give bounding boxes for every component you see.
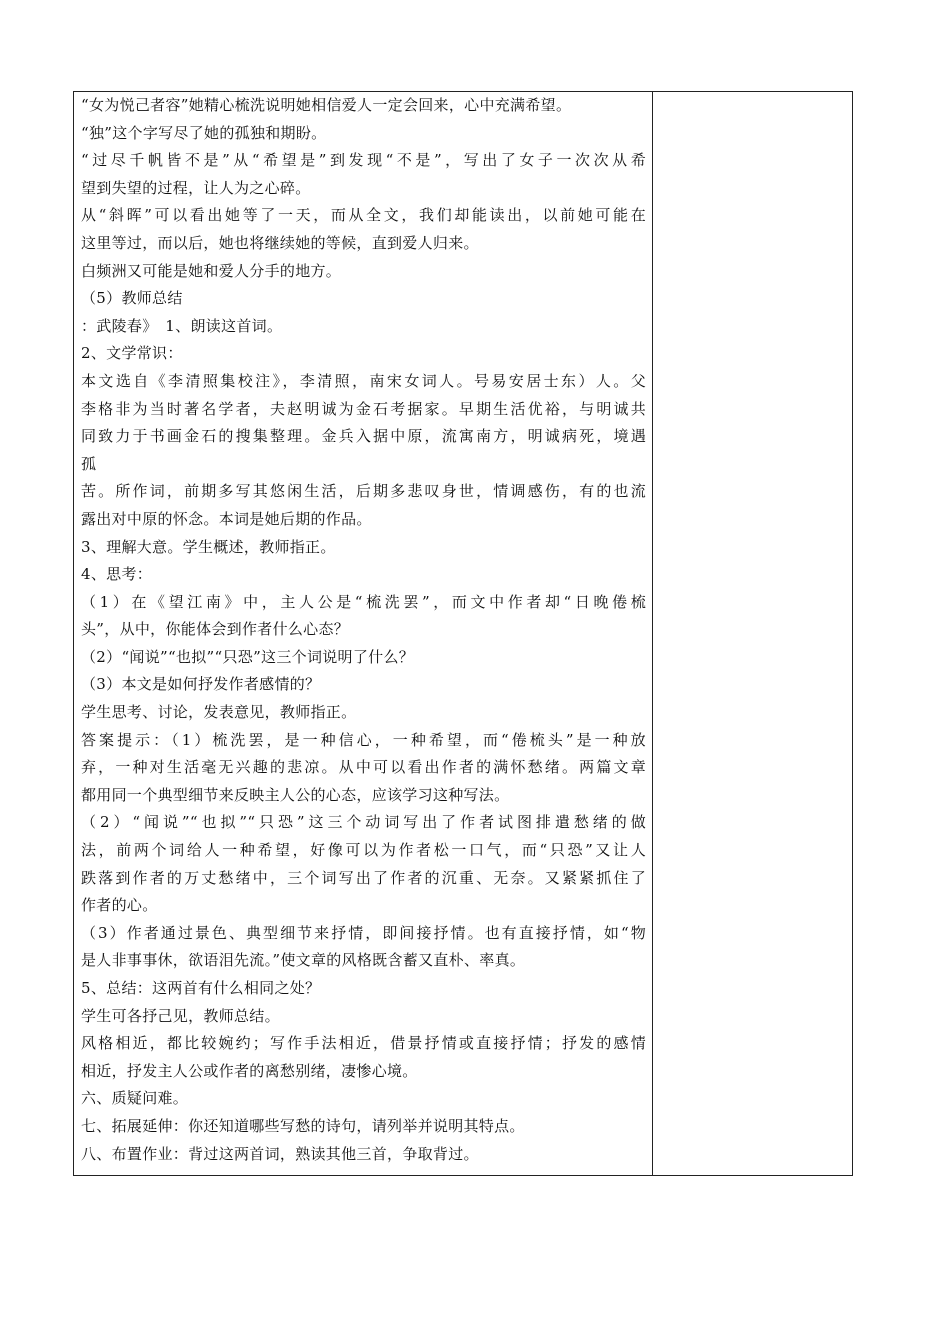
text-line: 3、理解大意。学生概述，教师指正。: [81, 537, 336, 556]
text-line: 同致力于书画金石的搜集整理。金兵入据中原，流寓南方，明诚病死，境遇: [81, 427, 646, 446]
lesson-content-cell: [81, 92, 646, 1168]
text-line: （2）“闻说”“也拟”“只恐”这三个词说明了什么？: [81, 647, 415, 666]
text-line: 孤: [81, 454, 97, 473]
text-line: 本文选自《李清照集校注》，李清照，南宋女词人。号易安居士东）人。父: [81, 371, 646, 390]
notes-cell: [653, 92, 852, 1175]
text-line: 李格非为当时著名学者，夫赵明诚为金石考据家。早期生活优裕，与明诚共: [81, 399, 646, 418]
text-line: ：武陵春》 1、朗读这首词。: [81, 316, 283, 335]
text-line: 七、拓展延伸：你还知道哪些写愁的诗句，请列举并说明其特点。: [81, 1116, 525, 1135]
text-line: 风格相近，都比较婉约；写作手法相近，借景抒情或直接抒情；抒发的感情: [81, 1034, 646, 1053]
text-line: （3）本文是如何抒发作者感情的？: [81, 675, 321, 694]
text-line: 露出对中原的怀念。本词是她后期的作品。: [81, 509, 372, 528]
text-line: 5、总结：这两首有什么相同之处？: [81, 979, 321, 997]
text-line: （2）“闻说”“也拟”“只恐”这三个动词写出了作者试图排遣愁绪的做: [81, 813, 646, 832]
text-line: 学生可各抒己见，教师总结。: [81, 1006, 280, 1025]
text-line: 苦。所作词，前期多写其悠闲生活，后期多悲叹身世，情调感伤，有的也流: [81, 482, 646, 501]
text-line: 4、思考：: [81, 565, 153, 584]
text-line: 八、布置作业：背过这两首词，熟读其他三首，争取背过。: [81, 1144, 479, 1163]
text-line: “独”这个字写尽了她的孤独和期盼。: [81, 123, 327, 142]
text-line: （5）教师总结: [81, 289, 183, 308]
text-line: 头”，从中，你能体会到作者什么心态？: [81, 620, 350, 639]
text-line: 作者的心。: [81, 896, 158, 915]
text-line: （3）作者通过景色、典型细节来抒情，即间接抒情。也有直接抒情，如“物: [81, 923, 646, 942]
text-line: 跌落到作者的万丈愁绪中，三个词写出了作者的沉重、无奈。又紧紧抓住了: [81, 868, 646, 887]
text-line: 法，前两个词给人一种希望，好像可以为作者松一口气，而“只恐”又让人: [81, 841, 646, 860]
text-line: “过尽千帆皆不是”从“希望是”到发现“不是”，写出了女子一次次从希: [81, 151, 646, 170]
text-line: 白频洲又可能是她和爱人分手的地方。: [81, 261, 342, 280]
text-line: （1）在《望江南》中，主人公是“梳洗罢”，而文中作者却“日晚倦梳: [81, 592, 646, 611]
text-line: 相近，抒发主人公或作者的离愁别绪，凄惨心境。: [81, 1061, 418, 1080]
lesson-table: [73, 91, 853, 1176]
text-line: 答案提示：（1）梳洗罢，是一种信心，一种希望，而“倦梳头”是一种放: [81, 730, 646, 749]
text-line: 六、质疑问难。: [81, 1089, 189, 1108]
text-line: 是人非事事休，欲语泪先流。”使文章的风格既含蓄又直朴、率真。: [81, 951, 526, 970]
text-line: 这里等过，而以后，她也将继续她的等候，直到爱人归来。: [81, 233, 479, 252]
text-line: “女为悦己者容”她精心梳洗说明她相信爱人一定会回来，心中充满希望。: [81, 96, 572, 114]
text-line: 从“斜晖”可以看出她等了一天，而从全文，我们却能读出，以前她可能在: [81, 206, 646, 225]
text-line: 望到失望的过程，让人为之心碎。: [81, 178, 311, 197]
text-line: 2、文学常识：: [81, 344, 183, 363]
text-line: 都用同一个典型细节来反映主人公的心态，应该学习这种写法。: [81, 785, 510, 804]
text-line: 学生思考、讨论，发表意见，教师指正。: [81, 703, 357, 722]
text-line: 弃，一种对生活毫无兴趣的悲凉。从中可以看出作者的满怀愁绪。两篇文章: [81, 758, 646, 777]
